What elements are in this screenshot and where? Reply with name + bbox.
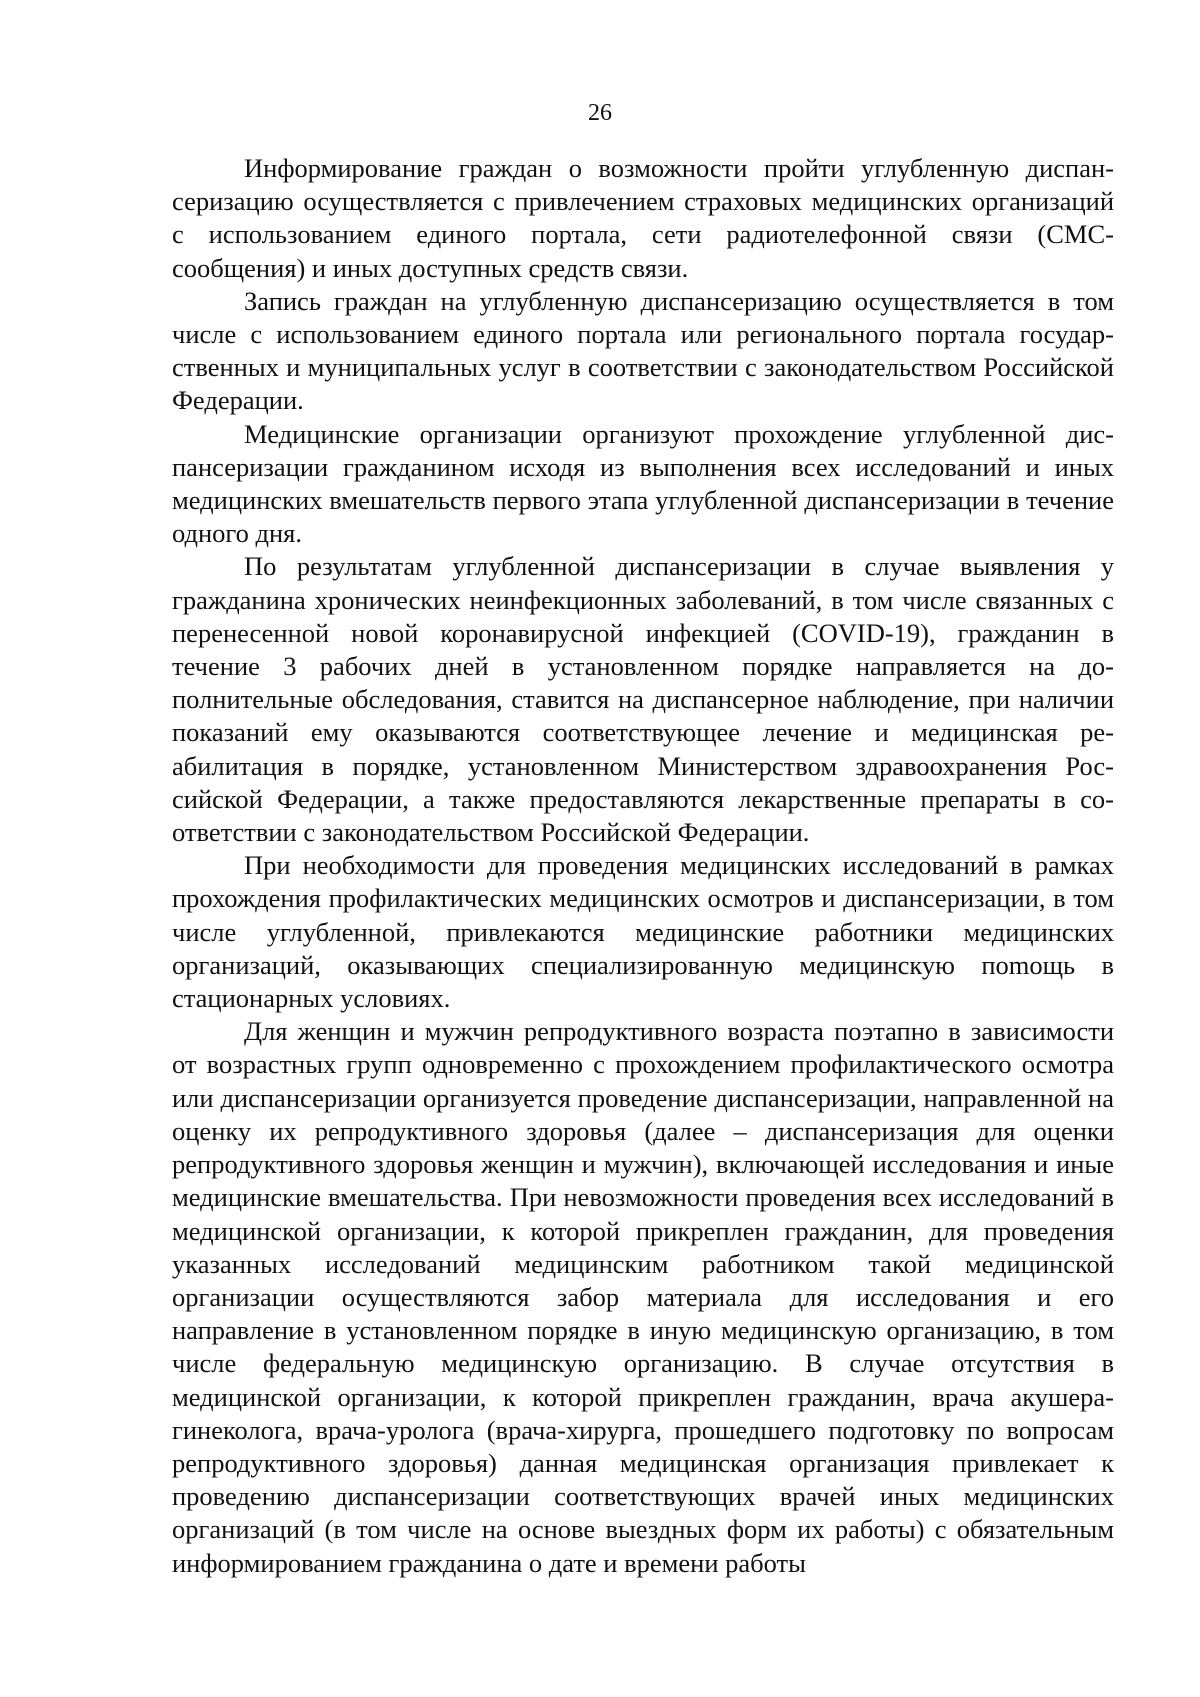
page-number: 26 bbox=[588, 100, 612, 126]
paragraph: Для женщин и мужчин репродуктивного возраста поэтапно в зависимости от возрастных групп одновременно с прохождением профилактического осмотра или диспансеризации организуется проведение диспансеризации, направленной на оценку их репродуктивного здоровья (далее – диспансеризация для оценки репродуктивного здоровья женщин и мужчин), включающей исследования и иные медицинские вмешательства. При невозможности проведения всех исследований в медицинской организации, к которой прикреплен гражданин, для проведения указанных исследований медицинским работником такой медицинской организации осуществляются забор материала для исследования и его направление в установленном порядке в иную медицинскую организацию, в том числе федеральную медицинскую организацию. В случае отсутствия в медицинской организации, к которой прикреплен гражданин, врача акушера-гинеколога, врача-уролога (врача-хирурга, прошедшего подготовку по вопросам репродуктивного здоровья) данная медицинская организация привлекает к проведению диспансеризации соответствующих врачей иных медицинских организаций (в том числе на основе выездных форм их работы) с обязательным информированием гражданина о дате и времени работы bbox=[172, 1016, 1114, 1578]
paragraph: Информирование граждан о возможности пройти углубленную диспансеризацию осуществляется с привлечением страховых медицинских организаций с использованием единого портала, сети радиотелефонной связи (СМС-сообщения) и иных доступных средств связи. bbox=[172, 153, 1114, 283]
paragraph: Запись граждан на углубленную диспансеризацию осуществляется в том числе с использованием единого портала или регионального портала государственных и муниципальных услуг в соответствии с законодательством Российской Федерации. bbox=[172, 285, 1114, 416]
paragraph: При необходимости для проведения медицинских исследований в рамках прохождения профилактических медицинских осмотров и диспансеризации, в том числе углубленной, привлекаются медицинские работники медицинских организаций, оказывающих специализированную медицинскую поmощь в стационарных условиях. bbox=[172, 850, 1114, 1014]
body-text bbox=[172, 152, 1114, 1580]
paragraph: Медицинские организации организуют прохождение углубленной диспансеризации гражданином исходя из выполнения всех исследований и иных медицинских вмешательств первого этапа углубленной диспансеризации в течение одного дня. bbox=[172, 418, 1114, 549]
paragraph: По результатам углубленной диспансеризации в случае выявления у гражданина хронических неинфекционных заболеваний, в том числе связанных с перенесенной новой коронавирусной инфекцией (COVID-19), гражданин в течение 3 рабочих дней в установленном порядке направляется на дополнительные обследования, ставится на диспансерное наблюдение, при наличии показаний ему оказываются соответствующее лечение и медицинская реабилитация в порядке, установленном Министерством здравоохранения Российской Федерации, а также предоставляются лекарственные препараты в соответствии с законодательством Российской Федерации. bbox=[172, 551, 1114, 848]
